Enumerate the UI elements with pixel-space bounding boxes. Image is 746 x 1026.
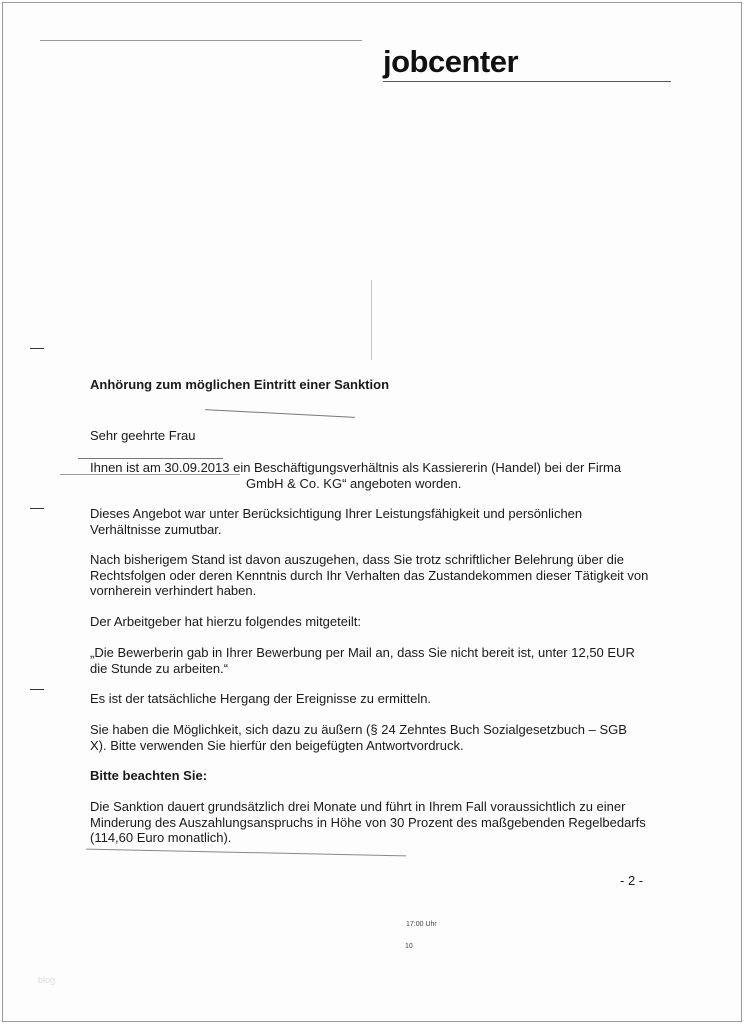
fold-mark-3: [30, 689, 44, 690]
salutation-underline: [78, 458, 223, 459]
jobcenter-logo: jobcenter: [383, 44, 519, 79]
watermark-text: blog: [38, 975, 56, 985]
paragraph-employer-intro: Der Arbeitgeber hat hierzu folgendes mitgeteilt:: [90, 614, 361, 629]
paragraph-prevented: Nach bisherigem Stand ist davon auszugehen, dass Sie trotz schriftlicher Belehrung über die Rechtsfolgen oder deren Kenntnis durch Ihr Verhalten das Zustandekommen dieser Tätigkeit von vornherein verhindert haben.: [90, 552, 649, 598]
notice-heading: Bitte beachten Sie:: [90, 768, 208, 783]
paragraph-offer-line1: Ihnen ist am 30.09.2013 ein Beschäftigungsverhältnis als Kassiererin (Handel) bei der Firma: [90, 460, 622, 475]
faint-scan-text: [440, 96, 447, 111]
small-mark: 10: [405, 943, 413, 950]
paragraph-right-to-respond: Sie haben die Möglichkeit, sich dazu zu äußern (§ 24 Zehntes Buch Sozialgesetzbuch – SGB X). Bitte verwenden Sie hierfür den beigefügten Antwortvordruck.: [90, 722, 627, 753]
page-number: - 2 -: [620, 873, 644, 888]
letter-subject: Anhörung zum möglichen Eintritt einer Sanktion: [90, 377, 390, 392]
paragraph-sanction-duration: Die Sanktion dauert grundsätzlich drei Monate und führt in Ihrem Fall voraussichtlich zu einer Minderung des Auszahlungsanspruchs in Höhe von 30 Prozent des maßgebenden Regelbedarfs (114,60 Euro monatlich).: [90, 799, 646, 845]
scan-artifact-line: [371, 280, 372, 360]
top-rule: [40, 40, 362, 41]
paragraph-reasonable: Dieses Angebot war unter Berücksichtigung Ihrer Leistungsfähigkeit und persönlichen Verhältnisse zumutbar.: [90, 506, 583, 537]
fold-mark-2: [30, 508, 44, 509]
fold-mark-1: [30, 348, 44, 349]
paragraph-offer-line2: GmbH & Co. KG“ angeboten worden.: [246, 476, 462, 491]
paragraph-investigate: Es ist der tatsächliche Hergang der Ereignisse zu ermitteln.: [90, 691, 432, 706]
paragraph-employer-quote: „Die Bewerberin gab in Ihrer Bewerbung per Mail an, dass Sie nicht bereit ist, unter 12,50 EUR die Stunde zu arbeiten.“: [90, 645, 635, 676]
salutation: Sehr geehrte Frau: [90, 428, 196, 443]
logo-underline: [383, 81, 671, 82]
time-note: 17:00 Uhr: [406, 921, 437, 928]
